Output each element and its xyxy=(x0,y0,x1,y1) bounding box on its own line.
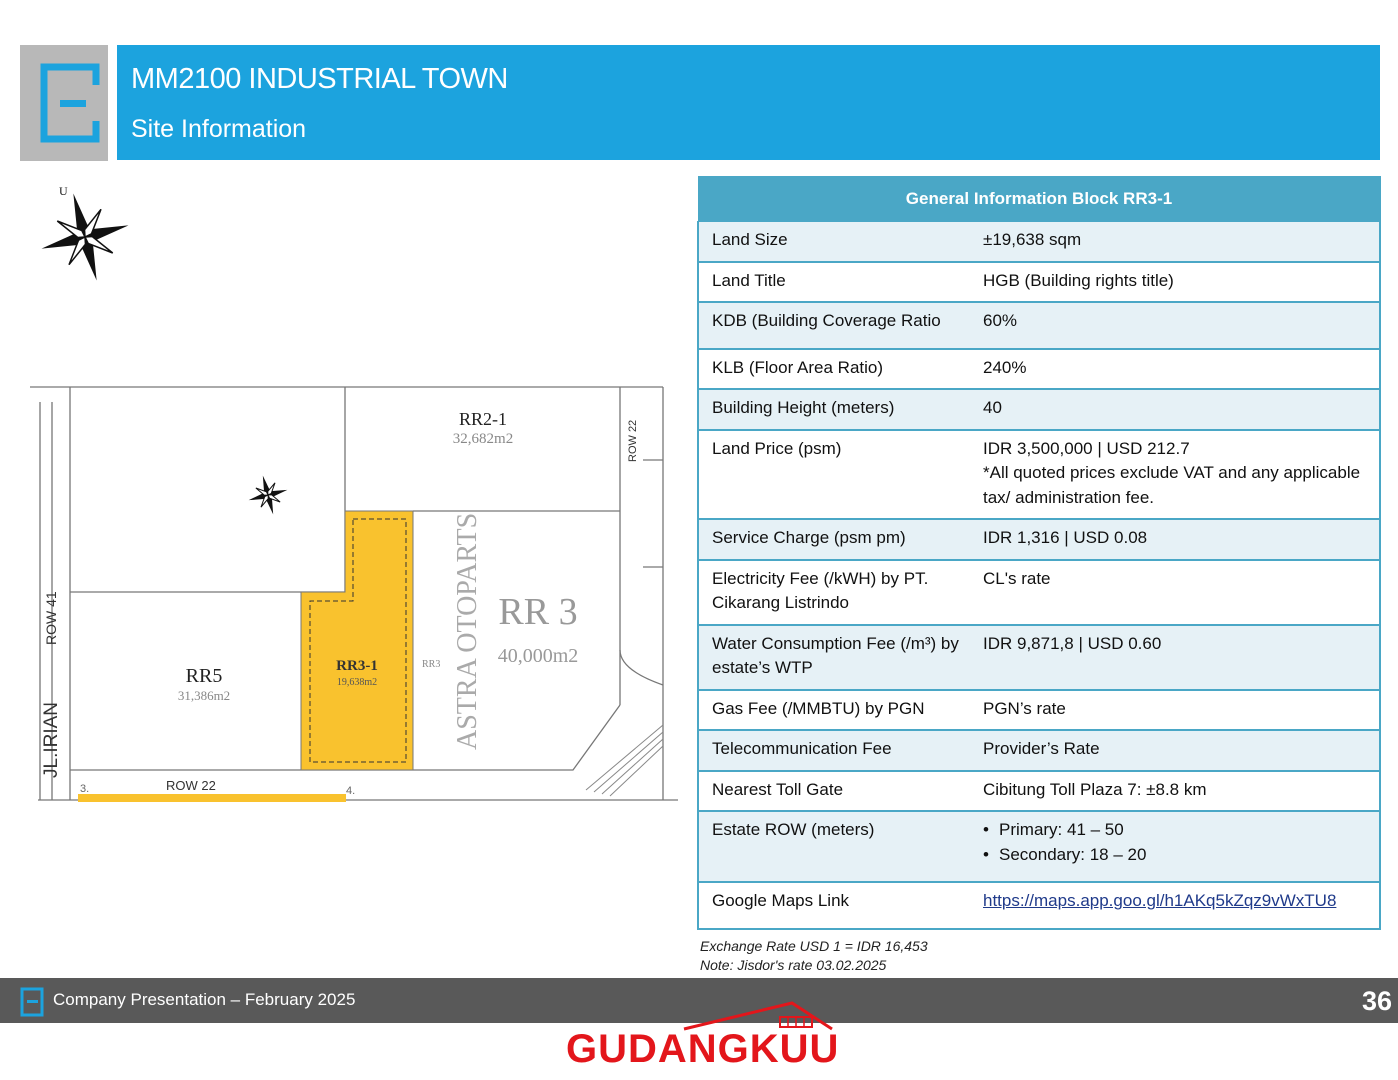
row-value: HGB (Building rights title) xyxy=(970,262,1380,303)
plot-rr5-name: RR5 xyxy=(185,665,223,687)
plot-rr3-small-label: RR3 xyxy=(422,659,441,670)
row-value: IDR 1,316 | USD 0.08 xyxy=(970,519,1380,560)
road-marker-3: 3. xyxy=(80,783,90,795)
row-value: IDR 9,871,8 | USD 0.60 xyxy=(970,625,1380,690)
row-value: CL's rate xyxy=(970,560,1380,625)
bullet-secondary: • Secondary: 18 – 20 xyxy=(999,843,1369,868)
page-subtitle: Site Information xyxy=(131,115,307,143)
table-row xyxy=(698,349,1380,390)
row-value: 40 xyxy=(970,389,1380,430)
row-value-cell xyxy=(970,430,1380,520)
plot-rr2-1-name: RR2-1 xyxy=(458,409,508,429)
plot-rr3-1-area: 19,638m2 xyxy=(336,677,378,688)
row-label: Telecommunication Fee xyxy=(698,730,970,771)
row-label: Land Price (psm) xyxy=(698,430,970,520)
row-label: Estate ROW (meters) xyxy=(698,811,970,882)
row-value: ±19,638 sqm xyxy=(970,222,1380,262)
table-row xyxy=(698,262,1380,303)
jisdor-note-text: Note: Jisdor's rate 03.02.2025 xyxy=(700,957,887,973)
table-row xyxy=(698,771,1380,812)
row-value: Provider’s Rate xyxy=(970,730,1380,771)
gudangkuu-watermark xyxy=(562,993,842,1073)
row-value-cell xyxy=(970,811,1380,882)
small-compass-icon xyxy=(248,475,288,515)
row-label: Google Maps Link xyxy=(698,882,970,929)
exchange-note xyxy=(700,937,928,975)
table-row xyxy=(698,882,1380,929)
table-row xyxy=(698,389,1380,430)
table-row xyxy=(698,625,1380,690)
row-label: KLB (Floor Area Ratio) xyxy=(698,349,970,390)
land-price-value: IDR 3,500,000 | USD 212.7 xyxy=(983,438,1190,458)
table-row xyxy=(698,730,1380,771)
header-bar xyxy=(117,45,1380,160)
row-bullet-list xyxy=(983,818,1369,867)
road-row22-right: ROW 22 xyxy=(627,419,639,462)
north-compass-icon xyxy=(40,184,130,282)
svg-text:U: U xyxy=(59,184,68,198)
price-disclaimer: *All quoted prices exclude VAT and any applicable tax/ administration fee. xyxy=(983,463,1361,507)
row-label: Land Title xyxy=(698,262,970,303)
page-title: MM2100 INDUSTRIAL TOWN xyxy=(131,63,508,95)
row-value: PGN’s rate xyxy=(970,690,1380,731)
plot-rr3-name: RR 3 xyxy=(498,591,578,633)
road-marker-4: 4. xyxy=(346,785,356,797)
table-row xyxy=(698,302,1380,349)
row-value: 240% xyxy=(970,349,1380,390)
footer-text: Company Presentation – February 2025 xyxy=(53,990,356,1009)
plot-rr5-area: 31,386m2 xyxy=(177,688,231,703)
row-label: Electricity Fee (/kWH) by PT. Cikarang Listrindo xyxy=(698,560,970,625)
road-row22-bottom: ROW 22 xyxy=(166,778,216,793)
google-maps-link[interactable]: https://maps.app.goo.gl/h1AKq5kZqz9vWxTU8 xyxy=(983,891,1337,910)
plot-rr3-1-name: RR3-1 xyxy=(336,658,378,674)
row-label: Nearest Toll Gate xyxy=(698,771,970,812)
row-value-cell xyxy=(970,882,1380,929)
road-row41: ROW 41 xyxy=(43,591,59,645)
table-heading: General Information Block RR3-1 xyxy=(698,177,1380,222)
plot-rr2-1-area: 32,682m2 xyxy=(452,431,514,447)
row-label: Service Charge (psm pm) xyxy=(698,519,970,560)
logo-mark-icon xyxy=(20,45,108,161)
row-value: Cibitung Toll Plaza 7: ±8.8 km xyxy=(970,771,1380,812)
table-row xyxy=(698,811,1380,882)
bullet-primary: • Primary: 41 – 50 xyxy=(999,818,1369,843)
footer-logo-icon xyxy=(19,986,47,1018)
table-row xyxy=(698,690,1380,731)
table-row xyxy=(698,222,1380,262)
row-label: Building Height (meters) xyxy=(698,389,970,430)
tenant-label: ASTRA OTOPARTS xyxy=(452,512,483,750)
watermark-text: GUDANGKUU xyxy=(566,1027,840,1071)
general-info-table xyxy=(697,176,1381,930)
road-jl-irian: JL.IRIAN xyxy=(41,701,62,778)
row-label: KDB (Building Coverage Ratio xyxy=(698,302,970,349)
table-row xyxy=(698,519,1380,560)
exchange-rate-text: Exchange Rate USD 1 = IDR 16,453 xyxy=(700,938,928,954)
row-value: 60% xyxy=(970,302,1380,349)
plot-rr3-area: 40,000m2 xyxy=(497,645,579,667)
row-label: Land Size xyxy=(698,222,970,262)
table-row xyxy=(698,430,1380,520)
site-plan-map xyxy=(18,180,678,810)
row-label: Gas Fee (/MMBTU) by PGN xyxy=(698,690,970,731)
row-label: Water Consumption Fee (/m³) by estate’s WTP xyxy=(698,625,970,690)
table-row xyxy=(698,560,1380,625)
page-number: 36 xyxy=(1361,986,1392,1016)
company-logo xyxy=(20,45,108,161)
